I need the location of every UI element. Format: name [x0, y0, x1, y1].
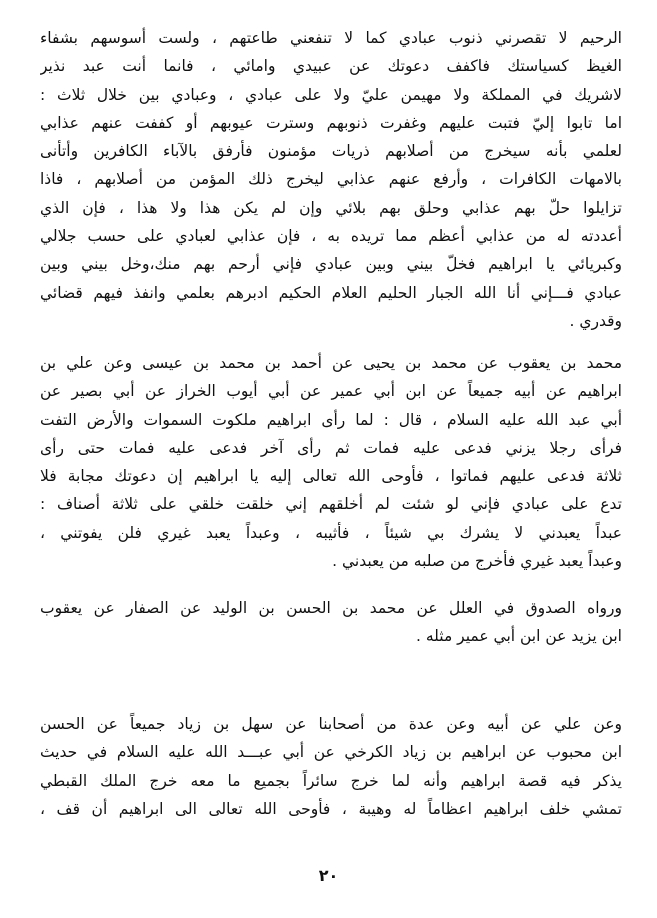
paragraph-2 — [40, 349, 622, 575]
paragraph-1 — [40, 24, 622, 335]
text-line: ابن يزيد عن ابن أبي عمير مثله . — [415, 627, 622, 646]
text-line: أبي عبد الله عليه السلام ، قال : لما رأى ابراهيم ملكوت السموات والأرض التفت — [40, 410, 622, 429]
text-line: تمشي خلف ابراهيم اعظاماً له وهيبة ، فأوحى الله تعالى الى ابراهيم أن قف ، — [40, 799, 622, 818]
text-line: محمد بن يعقوب عن محمد بن يحيى عن أحمد بن محمد بن عيسى وعن علي بن — [40, 354, 622, 372]
text-line: الرحيم لا تقصرني ذنوب عبادي كما لا تنفعني طاعتهم ، ولست أسوسهم بشفاء — [40, 29, 622, 47]
text-line: اما تابوا إليّ فتبت عليهم وغفرت ذنوبهم وسترت عيوبهم أو كففت عنهم عذابي — [40, 113, 622, 132]
text-line: لاشريك في المملكة ولا مهيمن عليّ ولا على عبادي ، وعبادي بين خلال ثلاث : — [40, 85, 622, 104]
paragraph-3 — [40, 594, 622, 651]
text-line: وكبريائي يا ابراهيم فخلّ بيني وبين عبادي فإني أرحم بهم منك،وخل بيني وبين — [40, 255, 622, 274]
text-line: وعبداً يعبد غيري فأخرج من صلبه من يعبدني . — [332, 552, 622, 571]
text-line: تزايلوا حلّ بهم عذابي وحلق بهم بلائي وإن لم يكن هذا ولا هذا ، فإن الذي — [40, 198, 622, 217]
page-number: ٢٠ — [318, 866, 339, 885]
text-line: تدع على عبادي فإني لو شئت لم أخلقهم إني خلقت خلقي على ثلاثة أصناف : — [40, 495, 622, 514]
text-line: الغيظ كسياستك فاكفف دعوتك عن عبيدي وامائي ، فانما أنت عبد نذير — [40, 57, 622, 76]
text-line: وعن علي عن أبيه وعن عدة من أصحابنا عن سهل بن زياد جميعاً عن الحسن — [40, 715, 622, 733]
text-line: فرأى رجلا يزني فدعى عليه فمات ثم رأى آخر فدعى عليه فمات حتى رأى — [40, 438, 622, 457]
text-line: ابن محبوب عن ابراهيم بن زياد الكرخي عن أبي عبـــد الله عليه السلام في حديث — [40, 743, 622, 762]
paragraph-4 — [40, 710, 622, 823]
text-line: وقدري . — [569, 311, 622, 330]
text-line: ورواه الصدوق في العلل عن محمد بن الحسن بن الوليد عن الصفار عن يعقوب — [40, 599, 622, 617]
text-line: يذكر فيه قصة ابراهيم وأنه لما خرج سائراً بجميع ما معه خرج الملك القبطي — [40, 771, 622, 790]
text-line: ابراهيم عن أبيه جميعاً عن ابن أبي عمير عن أبي أيوب الخراز عن أبي بصير عن — [40, 382, 622, 401]
text-line: بالامهات الكافرات ، وأرفع عنهم عذابي ليخرج ذلك المؤمن من أصلابهم ، فاذا — [40, 170, 622, 189]
text-line: لعلمي بأنه سيخرج من أصلابهم ذريات مؤمنون فأرفق بالآباء الكافرين وأتأنى — [40, 142, 622, 161]
text-line: ثلاثة فدعى عليهم فماتوا ، فأوحى الله تعالى إليه يا ابراهيم إن دعوتك مجابة فلا — [40, 467, 622, 486]
text-line: عبداً يعبدني لا يشرك بي شيئاً ، فأثيبه ، وعبداً يعبد غيري فلن يفوتني ، — [40, 523, 622, 542]
text-line: أعددته له من عذابي أعظم مما تريده به ، فإن عذابي لعبادي على حسب جلالي — [40, 227, 622, 246]
text-line: عبادي فـــإني أنا الله الجبار الحليم العلام الحكيم ادبرهم بعلمي وانفذ فيهم قضائي — [40, 283, 622, 302]
